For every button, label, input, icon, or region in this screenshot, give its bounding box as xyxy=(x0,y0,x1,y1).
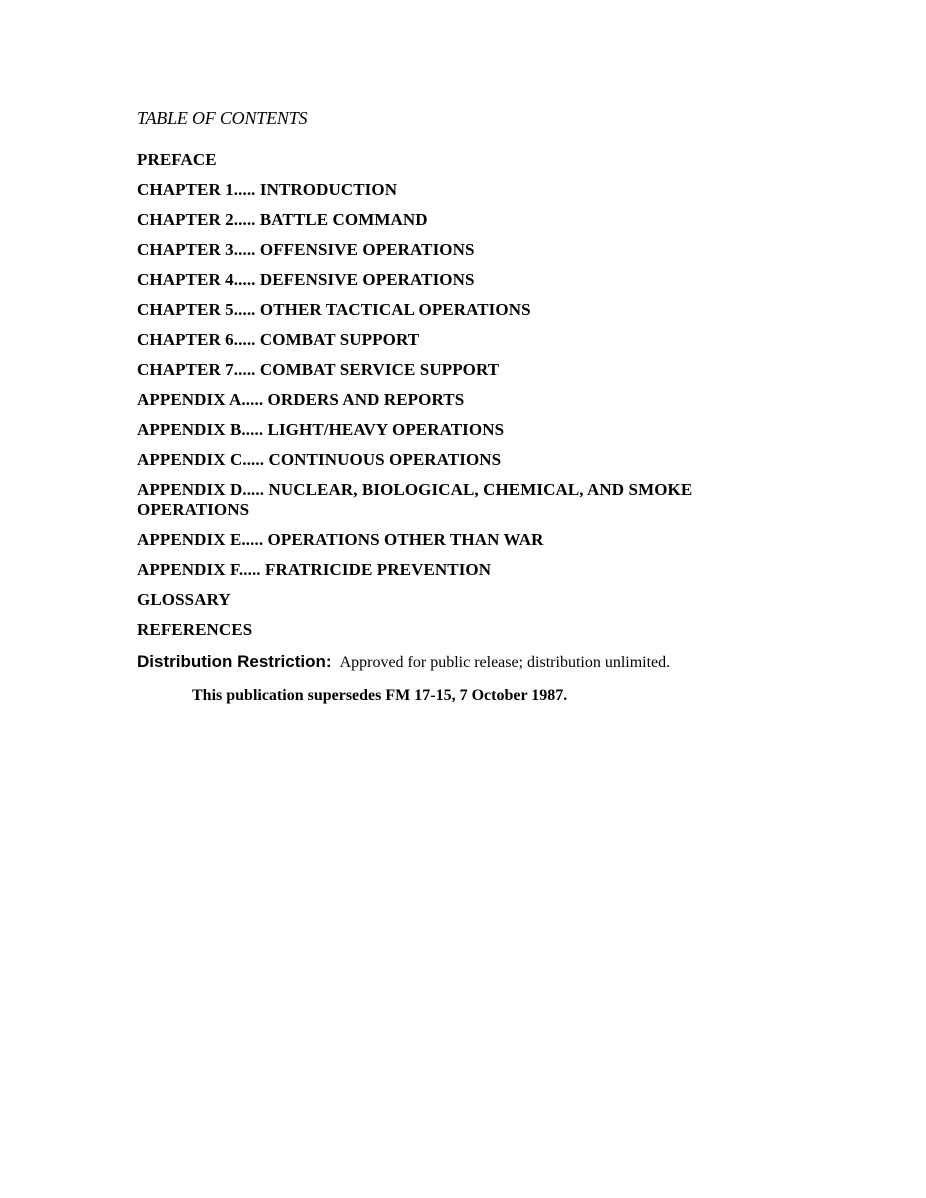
toc-entry-label: APPENDIX D..... NUCLEAR, BIOLOGICAL, CHEMICAL, AND SMOKE xyxy=(137,480,693,499)
toc-entry-chapter-3[interactable] xyxy=(137,240,777,260)
toc-link[interactable] xyxy=(137,180,777,200)
toc-entry-preface[interactable] xyxy=(137,150,777,170)
toc-entry-label: CHAPTER 2..... BATTLE COMMAND xyxy=(137,210,428,229)
toc-link[interactable] xyxy=(137,480,777,520)
toc-entry-label: APPENDIX F..... FRATRICIDE PREVENTION xyxy=(137,560,492,579)
toc-entry-appendix-e[interactable] xyxy=(137,530,777,550)
toc-entry-chapter-1[interactable] xyxy=(137,180,777,200)
toc-entry-label: REFERENCES xyxy=(137,620,253,639)
toc-entry-label: APPENDIX C..... CONTINUOUS OPERATIONS xyxy=(137,450,502,469)
toc-link[interactable] xyxy=(137,330,777,350)
toc-entry-chapter-7[interactable] xyxy=(137,360,777,380)
toc-entry-label: APPENDIX B..... LIGHT/HEAVY OPERATIONS xyxy=(137,420,505,439)
toc-entry-glossary[interactable] xyxy=(137,590,777,610)
toc-entry-label: CHAPTER 7..... COMBAT SERVICE SUPPORT xyxy=(137,360,500,379)
toc-link[interactable] xyxy=(137,560,777,580)
toc-link[interactable] xyxy=(137,450,777,470)
toc-entry-label-continued: OPERATIONS xyxy=(137,500,250,519)
toc-link[interactable] xyxy=(137,390,777,410)
toc-list xyxy=(137,150,777,650)
toc-link[interactable] xyxy=(137,360,777,380)
toc-link[interactable] xyxy=(137,300,777,320)
toc-link[interactable] xyxy=(137,150,777,170)
toc-entry-label: CHAPTER 6..... COMBAT SUPPORT xyxy=(137,330,420,349)
toc-entry-appendix-d[interactable] xyxy=(137,480,777,520)
distribution-restriction xyxy=(137,652,670,672)
distribution-label: Distribution Restriction: xyxy=(137,652,332,671)
toc-entry-label: CHAPTER 1..... INTRODUCTION xyxy=(137,180,398,199)
toc-entry-label: PREFACE xyxy=(137,150,217,169)
toc-heading: TABLE OF CONTENTS xyxy=(137,108,308,128)
toc-link[interactable] xyxy=(137,530,777,550)
toc-entry-label: CHAPTER 4..... DEFENSIVE OPERATIONS xyxy=(137,270,475,289)
toc-entry-chapter-2[interactable] xyxy=(137,210,777,230)
toc-link[interactable] xyxy=(137,620,777,640)
toc-entry-chapter-6[interactable] xyxy=(137,330,777,350)
toc-entry-appendix-c[interactable] xyxy=(137,450,777,470)
toc-link[interactable] xyxy=(137,270,777,290)
toc-entry-appendix-b[interactable] xyxy=(137,420,777,440)
supersedes-notice: This publication supersedes FM 17-15, 7 October 1987. xyxy=(192,687,568,704)
toc-link[interactable] xyxy=(137,590,777,610)
toc-entry-label: GLOSSARY xyxy=(137,590,231,609)
toc-entry-references[interactable] xyxy=(137,620,777,640)
toc-link[interactable] xyxy=(137,240,777,260)
toc-entry-appendix-a[interactable] xyxy=(137,390,777,410)
toc-entry-label: CHAPTER 5..... OTHER TACTICAL OPERATIONS xyxy=(137,300,531,319)
distribution-text: Approved for public release; distribution unlimited. xyxy=(339,654,671,671)
toc-entry-label: CHAPTER 3..... OFFENSIVE OPERATIONS xyxy=(137,240,475,259)
toc-entry-chapter-5[interactable] xyxy=(137,300,777,320)
toc-entry-label: APPENDIX A..... ORDERS AND REPORTS xyxy=(137,390,465,409)
toc-entry-chapter-4[interactable] xyxy=(137,270,777,290)
toc-link[interactable] xyxy=(137,210,777,230)
toc-entry-label: APPENDIX E..... OPERATIONS OTHER THAN WAR xyxy=(137,530,544,549)
toc-entry-appendix-f[interactable] xyxy=(137,560,777,580)
toc-link[interactable] xyxy=(137,420,777,440)
